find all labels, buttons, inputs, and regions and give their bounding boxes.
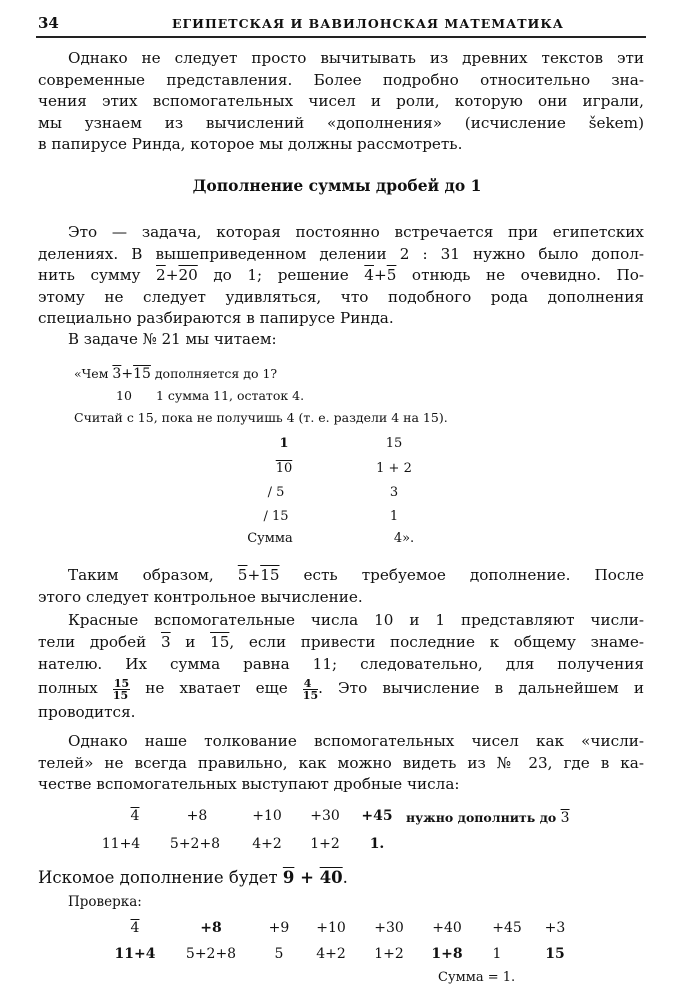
row1-top-cell: +30 (310, 808, 340, 824)
unit-fraction: 3 (560, 810, 570, 826)
unit-fraction: 3 (160, 633, 171, 651)
header-rule (36, 36, 646, 38)
para2-line: делениях. В вышеприведенном делении 2 : 31 нужно было допол- (38, 244, 644, 263)
table-left-cell: / 5 (267, 485, 285, 500)
table-right-cell: 15 (385, 436, 403, 451)
intro-line: мы узнаем из вычислений «дополнения» (исчисление šekem) (38, 113, 644, 132)
text: + (165, 266, 179, 285)
para2-line: этому не следует удивляться, что подобного рода дополнения (38, 287, 644, 306)
text: Искомое дополнение будет (38, 868, 283, 887)
paragraph-5 (38, 731, 644, 796)
unit-fraction: 15 (260, 566, 280, 584)
unit-fraction: 5 (386, 266, 397, 285)
check-label: Проверка: (68, 894, 142, 910)
para3-line: этого следует контрольное вычисление. (38, 587, 363, 606)
text: тели дробей (38, 633, 161, 651)
row2-top-cell: +9 (268, 920, 290, 936)
table-right-cell: 1 + 2 (376, 461, 412, 476)
table-right-cell: 3 (389, 485, 399, 500)
row1-bottom-cell: 1. (369, 836, 385, 852)
unit-fraction: 40 (319, 868, 343, 887)
intro-line: современные представления. Более подробно относительно зна- (38, 70, 644, 89)
paragraph-3 (38, 565, 644, 608)
intro-line: чения этих вспомогательных чисел и роли, которую они играли, (38, 92, 644, 111)
sum-label: Сумма = 1. (438, 970, 516, 985)
unit-fraction: 15 (210, 633, 230, 651)
row1-bottom-cell: 1+2 (310, 836, 340, 852)
text: нужно дополнить до (406, 810, 561, 825)
row1-bottom-cell: 5+2+8 (169, 836, 221, 852)
row2-top-cell: +30 (374, 920, 404, 936)
row1-bottom-cell: 4+2 (252, 836, 282, 852)
row1-top-cell: +8 (186, 808, 208, 824)
table-left-cell: / 15 (263, 509, 289, 524)
running-title: ЕГИПЕТСКАЯ И ВАВИЛОНСКАЯ МАТЕМАТИКА (172, 16, 564, 31)
text: «Чем (74, 366, 113, 381)
fraction-denominator: 15 (302, 688, 319, 702)
row1-top-cell: +45 (361, 808, 393, 824)
text: + (247, 566, 261, 584)
row2-bottom-cell: 5 (274, 946, 284, 962)
quote-line-2b: 1 сумма 11, остаток 4. (156, 388, 305, 403)
row2-top-cell: +40 (432, 920, 462, 936)
row1-top-cell: +10 (252, 808, 282, 824)
para4-line (38, 631, 644, 653)
para5-line: честве вспомогательных выступают дробные числа: (38, 775, 460, 794)
row2-top-cell: +8 (200, 920, 222, 936)
intro-paragraph (38, 48, 644, 156)
text: + (373, 266, 387, 285)
para2-line: специально разбираются в папирусе Ринда. (38, 309, 394, 328)
paragraph-2 (38, 222, 644, 330)
text: нить сумму (38, 266, 157, 285)
table-right-cell: 4». (393, 531, 415, 546)
text: до 1; решение (197, 266, 365, 285)
intro-line: Однако не следует просто вычитывать из древних текстов эти (68, 49, 644, 67)
row2-top-cell: +10 (316, 920, 346, 936)
result-line (38, 868, 348, 887)
fraction (303, 678, 318, 701)
row2-bottom-cell: 5+2+8 (185, 946, 237, 962)
text: , если привести последние к общему знаме- (229, 633, 644, 651)
row1-bottom-cell: 11+4 (101, 836, 141, 852)
row2-bottom-cell: 1+2 (374, 946, 404, 962)
text: + (121, 366, 134, 382)
page-number: 34 (38, 14, 59, 32)
text: . Это вычисление в дальнейшем и (318, 679, 644, 697)
row2-bottom-cell: 1+8 (431, 946, 463, 962)
fraction-numerator: 15 (113, 676, 130, 690)
row2-top-cell: +45 (492, 920, 522, 936)
table-right-cell: 1 (389, 509, 399, 524)
para4-line (38, 675, 644, 701)
text: отнюдь не очевидно. По- (396, 266, 645, 285)
unit-fraction: 5 (237, 566, 248, 584)
section-title: Дополнение суммы дробей до 1 (192, 176, 482, 195)
text: дополняется до 1? (150, 366, 278, 381)
table-sum-label: Сумма (247, 531, 293, 546)
text: полных (38, 679, 113, 697)
para3-line (38, 565, 644, 587)
quote-line-1 (74, 366, 277, 382)
unit-fraction: 2 (156, 266, 166, 285)
row2-bottom-cell: 15 (545, 946, 565, 962)
row2-top-cell: 4 (130, 920, 140, 936)
para2-line: Это — задача, которая постоянно встречается при египетских (68, 223, 644, 241)
row1-note (406, 810, 570, 826)
para2-line (38, 265, 644, 287)
quote-line-3: Считай с 15, пока не получишь 4 (т. е. раздели 4 на 15). (74, 410, 448, 425)
text: не хватает еще (130, 679, 303, 697)
table-left-cell: 1 (279, 436, 289, 451)
row2-bottom-cell: 4+2 (316, 946, 346, 962)
fraction (113, 678, 130, 701)
para4-line: Красные вспомогательные числа 10 и 1 представляют числи- (68, 611, 644, 629)
text: + (294, 868, 320, 887)
table-left-cell: 10 (275, 461, 293, 476)
problem-intro: В задаче № 21 мы читаем: (68, 330, 277, 348)
row2-top-cell: +3 (544, 920, 566, 936)
unit-fraction: 20 (178, 266, 198, 285)
row2-bottom-cell: 1 (492, 946, 502, 962)
unit-fraction: 9 (282, 868, 295, 887)
text: есть требуемое дополнение. После (279, 566, 644, 584)
para4-line: нателю. Их сумма равна 11; следовательно, для получения (38, 655, 644, 673)
unit-fraction: 15 (133, 366, 151, 382)
unit-fraction: 4 (364, 266, 374, 285)
unit-fraction: 3 (112, 366, 122, 382)
fraction-denominator: 15 (112, 688, 129, 702)
para5-line: телей» не всегда правильно, как можно видеть из № 23, где в ка- (38, 753, 644, 772)
quote-line-2a: 10 (116, 388, 132, 403)
text: и (170, 633, 211, 651)
fraction-numerator: 4 (303, 678, 318, 690)
text: . (342, 868, 348, 887)
para5-line: Однако наше толкование вспомогательных чисел как «числи- (68, 732, 644, 750)
paragraph-4 (38, 609, 644, 723)
intro-line: в папирусе Ринда, которое мы должны рассмотреть. (38, 135, 463, 154)
row2-bottom-cell: 11+4 (114, 946, 156, 962)
para4-line: проводится. (38, 703, 136, 721)
row1-top-cell: 4 (130, 808, 140, 824)
text: Таким образом, (68, 566, 238, 584)
